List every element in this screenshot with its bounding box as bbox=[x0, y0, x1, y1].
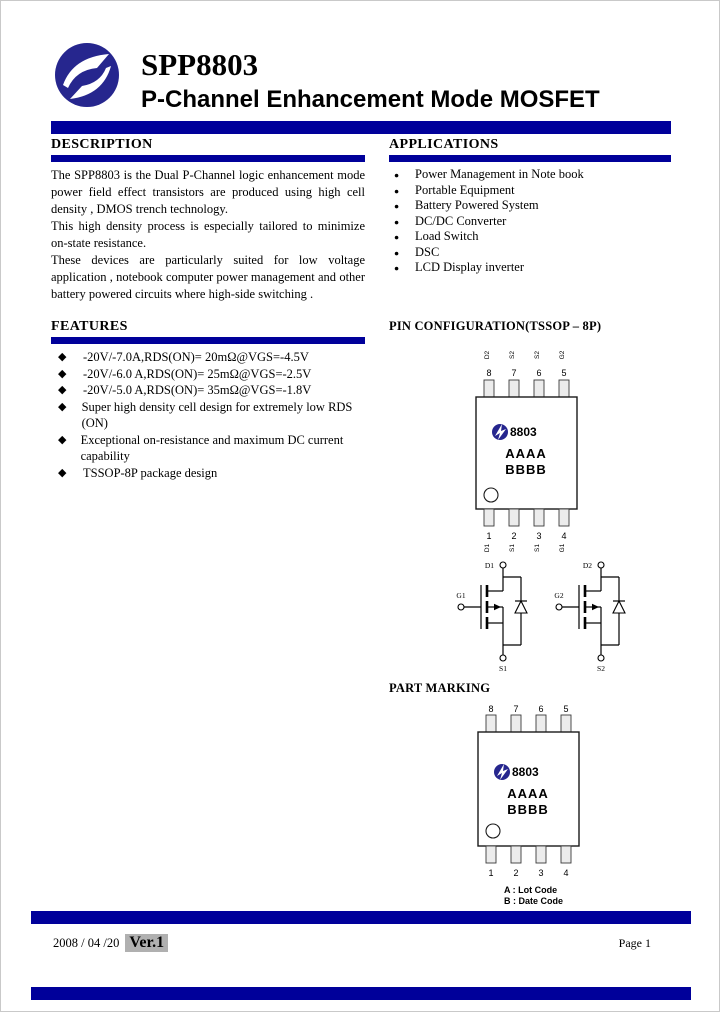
chip-marking-lot: AAAA bbox=[505, 446, 547, 461]
bullet-icon: ● bbox=[394, 201, 400, 211]
features-divider bbox=[51, 337, 365, 344]
diamond-bullet-icon: ◆ bbox=[58, 384, 67, 396]
part-marking-diagram bbox=[441, 702, 616, 887]
feature-label: -20V/-6.0 A,RDS(ON)= 25mΩ@VGS=-2.5V bbox=[83, 366, 312, 381]
feature-label: Exceptional on-resistance and maximum DC current capability bbox=[80, 432, 344, 463]
applications-divider bbox=[389, 155, 671, 162]
q1-gate-label: G1 bbox=[456, 591, 466, 600]
chip-marking-date: BBBB bbox=[507, 802, 549, 817]
description-paragraph: The SPP8803 is the Dual P-Channel logic enhancement mode power field effect transistors are produced using high cell density , DMOS trench technology. bbox=[51, 168, 365, 216]
company-logo bbox=[53, 41, 121, 118]
pin4-number: 4 bbox=[561, 531, 567, 541]
part-marking-heading: PART MARKING bbox=[389, 681, 491, 695]
q1-mosfet-symbol bbox=[451, 557, 541, 675]
part-number: SPP8803 bbox=[141, 47, 259, 82]
application-label: Power Management in Note book bbox=[415, 167, 584, 181]
feature-item bbox=[51, 382, 365, 399]
description-section bbox=[51, 137, 365, 303]
applications-list bbox=[389, 167, 671, 276]
application-item bbox=[389, 260, 671, 276]
page-number: Page 1 bbox=[618, 935, 651, 950]
feature-item bbox=[51, 399, 365, 432]
application-item bbox=[389, 167, 671, 183]
application-label: DSC bbox=[415, 244, 440, 259]
bullet-icon: ● bbox=[394, 232, 400, 242]
description-divider bbox=[51, 155, 365, 162]
schematic-symbols bbox=[451, 557, 639, 675]
pin2-number: 2 bbox=[513, 868, 519, 878]
pin7-number: 7 bbox=[511, 368, 517, 378]
q2-drain-label: D2 bbox=[582, 561, 592, 570]
chip-marking-lot: AAAA bbox=[507, 786, 549, 801]
diamond-bullet-icon: ◆ bbox=[58, 367, 67, 380]
feature-item bbox=[51, 432, 365, 465]
chip-marking-number: 8803 bbox=[510, 425, 537, 439]
description-heading: DESCRIPTION bbox=[51, 137, 153, 152]
pin1-label: D1 bbox=[484, 543, 491, 553]
part-marking-package-drawing bbox=[441, 702, 616, 882]
pin3-label: S1 bbox=[534, 544, 541, 552]
pin8-number: 8 bbox=[486, 368, 492, 378]
bullet-icon: ● bbox=[394, 263, 400, 273]
pin4-number: 4 bbox=[563, 868, 569, 878]
pin8-number: 8 bbox=[488, 704, 494, 714]
pin1-number: 1 bbox=[488, 868, 494, 878]
bullet-icon: ● bbox=[394, 185, 400, 196]
application-item bbox=[389, 245, 671, 261]
diamond-bullet-icon: ◆ bbox=[58, 351, 67, 363]
description-paragraph: These devices are particularly suited for low voltage application , notebook computer power management and other battery powered circuits where high-side switching . bbox=[51, 253, 365, 301]
pin5-number: 5 bbox=[563, 704, 569, 714]
pin7-number: 7 bbox=[513, 704, 519, 714]
page-title: P-Channel Enhancement Mode MOSFET bbox=[141, 86, 600, 113]
q2-mosfet-symbol bbox=[549, 557, 639, 675]
pin-configuration-heading: PIN CONFIGURATION(TSSOP – 8P) bbox=[389, 319, 602, 333]
feature-label: -20V/-5.0 A,RDS(ON)= 35mΩ@VGS=-1.8V bbox=[83, 383, 312, 397]
applications-section bbox=[389, 137, 671, 276]
pin5-label: G2 bbox=[559, 350, 566, 360]
application-label: Battery Powered System bbox=[415, 198, 539, 212]
pin6-number: 6 bbox=[538, 704, 544, 714]
pin1-number: 1 bbox=[486, 531, 492, 541]
revision-date: 2008 / 04 /20 bbox=[53, 935, 120, 950]
feature-item bbox=[51, 349, 365, 366]
pin1-indicator bbox=[486, 824, 500, 838]
features-section bbox=[51, 319, 365, 481]
bullet-icon: ● bbox=[394, 216, 400, 227]
q1-drain-label: D1 bbox=[484, 561, 494, 570]
applications-heading: APPLICATIONS bbox=[389, 137, 499, 152]
title-divider bbox=[51, 121, 671, 134]
pin3-number: 3 bbox=[536, 531, 542, 541]
footer bbox=[31, 930, 691, 956]
diamond-bullet-icon: ◆ bbox=[58, 466, 67, 479]
version-badge: Ver.1 bbox=[125, 934, 168, 952]
pin6-number: 6 bbox=[536, 368, 542, 378]
feature-label: -20V/-7.0A,RDS(ON)= 20mΩ@VGS=-4.5V bbox=[83, 350, 309, 364]
title-block bbox=[141, 49, 600, 114]
footer-divider-bottom bbox=[31, 987, 691, 1000]
bullet-icon: ● bbox=[394, 247, 400, 258]
tssop8-package-drawing bbox=[439, 339, 614, 557]
pin7-label: S2 bbox=[509, 351, 516, 359]
application-item bbox=[389, 214, 671, 230]
q1-source-label: S1 bbox=[499, 664, 507, 673]
q2-source-label: S2 bbox=[597, 664, 605, 673]
features-heading: FEATURES bbox=[51, 319, 128, 334]
description-paragraph: This high density process is especially tailored to minimize on-state resistance. bbox=[51, 219, 365, 250]
features-list bbox=[51, 349, 365, 481]
pin5-number: 5 bbox=[561, 368, 567, 378]
marking-legend bbox=[504, 885, 563, 907]
pin3-number: 3 bbox=[538, 868, 544, 878]
q2-gate-label: G2 bbox=[554, 591, 564, 600]
application-label: DC/DC Converter bbox=[415, 213, 507, 228]
pin-configuration-diagram bbox=[439, 339, 614, 562]
chip-marking-date: BBBB bbox=[505, 462, 547, 477]
application-label: Load Switch bbox=[415, 229, 479, 243]
diamond-bullet-icon: ◆ bbox=[58, 400, 67, 413]
date-code-legend: B : Date Code bbox=[504, 896, 564, 906]
feature-item bbox=[51, 465, 365, 482]
pin8-label: D2 bbox=[484, 350, 491, 360]
pin1-indicator bbox=[484, 488, 498, 502]
bullet-icon: ● bbox=[394, 170, 400, 180]
feature-label: TSSOP-8P package design bbox=[83, 465, 218, 480]
application-item bbox=[389, 229, 671, 245]
chip-marking-number: 8803 bbox=[512, 765, 539, 779]
feature-label: Super high density cell design for extremely low RDS (ON) bbox=[81, 399, 353, 430]
diamond-bullet-icon: ◆ bbox=[58, 433, 67, 446]
lot-code-legend: A : Lot Code bbox=[504, 885, 558, 895]
pin2-label: S1 bbox=[509, 544, 516, 552]
company-logo-icon bbox=[53, 41, 121, 113]
application-item bbox=[389, 198, 671, 214]
pin6-label: S2 bbox=[534, 351, 541, 359]
pin2-number: 2 bbox=[511, 531, 517, 541]
application-item bbox=[389, 183, 671, 199]
feature-item bbox=[51, 366, 365, 383]
footer-divider-top bbox=[31, 911, 691, 924]
application-label: LCD Display inverter bbox=[415, 260, 525, 274]
application-label: Portable Equipment bbox=[415, 182, 515, 197]
pin4-label: G1 bbox=[559, 543, 566, 553]
